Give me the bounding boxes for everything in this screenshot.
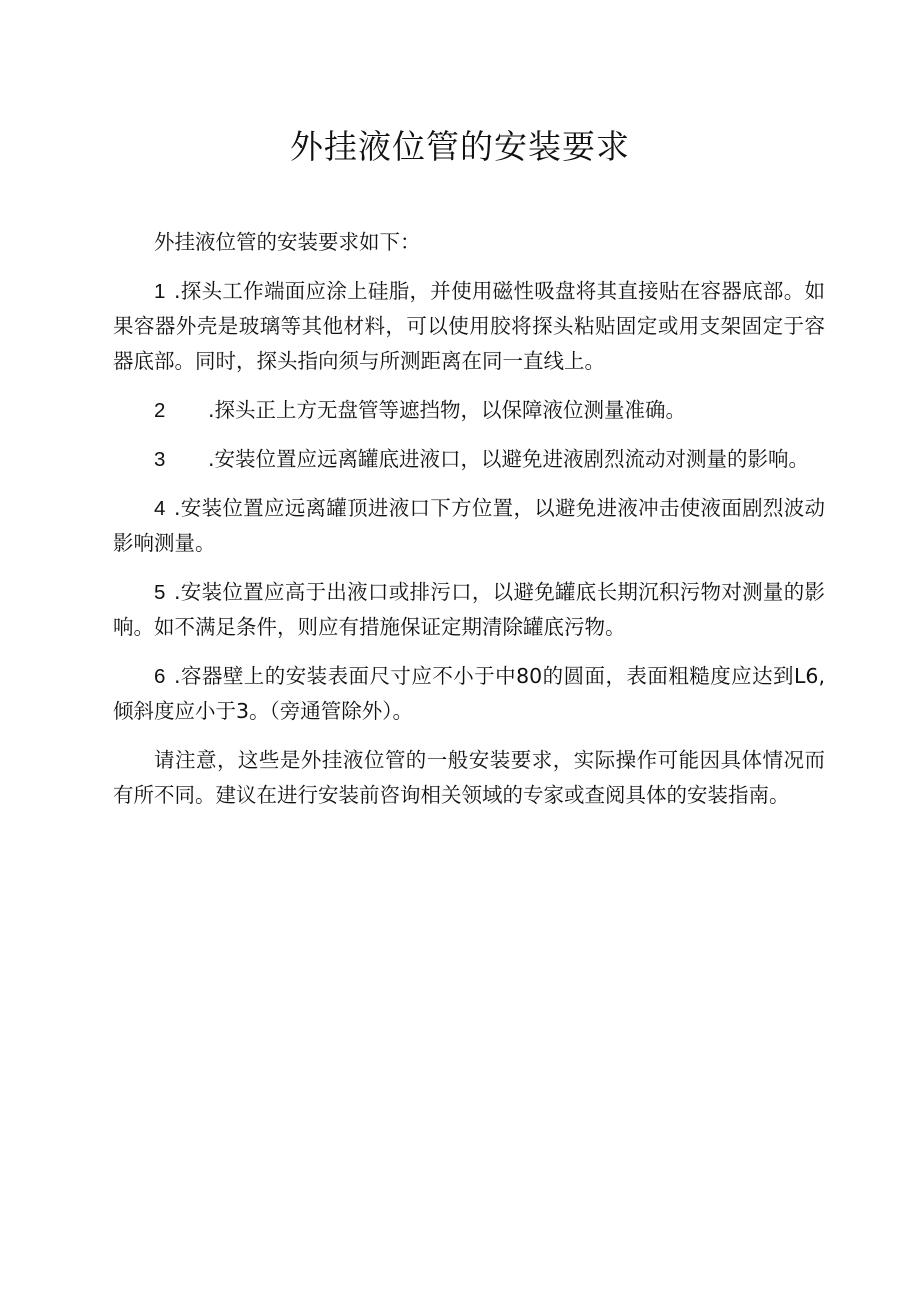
requirement-item-3	[113, 442, 825, 477]
item-text: .安装位置应远离罐底进液口，以避免进液剧烈流动对测量的影响。	[208, 447, 810, 471]
document-title: 外挂液位管的安装要求	[290, 127, 630, 166]
item-number: 3	[154, 448, 166, 471]
item-number: 4	[154, 497, 166, 520]
item-number: 2	[154, 399, 166, 422]
closing-paragraph: 请注意，这些是外挂液位管的一般安装要求，实际操作可能因具体情况而有所不同。建议在进行安装前咨询相关领域的专家或查阅具体的安装指南。	[113, 748, 825, 807]
requirement-item-6	[113, 659, 825, 729]
requirement-item-4	[113, 491, 825, 561]
item-number: 1	[154, 280, 166, 303]
item-text: .安装位置应远离罐顶进液口下方位置，以避免进液冲击使液面剧烈波动影响测量。	[113, 496, 825, 555]
item-text: .安装位置应高于出液口或排污口，以避免罐底长期沉积污物对测量的影响。如不满足条件，则应有措施保证定期清除罐底污物。	[113, 580, 825, 639]
intro-paragraph: 外挂液位管的安装要求如下：	[154, 230, 421, 254]
item-text: .探头工作端面应涂上硅脂，并使用磁性吸盘将其直接贴在容器底部。如果容器外壳是玻璃等其他材料，可以使用胶将探头粘贴固定或用支架固定于容器底部。同时，探头指向须与所测距离在同一直线上。	[113, 279, 825, 373]
requirement-item-1	[113, 274, 825, 379]
requirement-item-2	[113, 393, 825, 428]
item-number: 6	[154, 665, 166, 688]
requirement-item-5	[113, 575, 825, 645]
document-body	[113, 225, 825, 827]
item-text: .探头正上方无盘管等遮挡物，以保障液位测量准确。	[208, 398, 687, 422]
item-number: 5	[154, 581, 166, 604]
item-text: .容器壁上的安装表面尺寸应不小于中80的圆面，表面粗糙度应达到L6,倾斜度应小于3。（旁通管除外）。	[113, 664, 825, 723]
